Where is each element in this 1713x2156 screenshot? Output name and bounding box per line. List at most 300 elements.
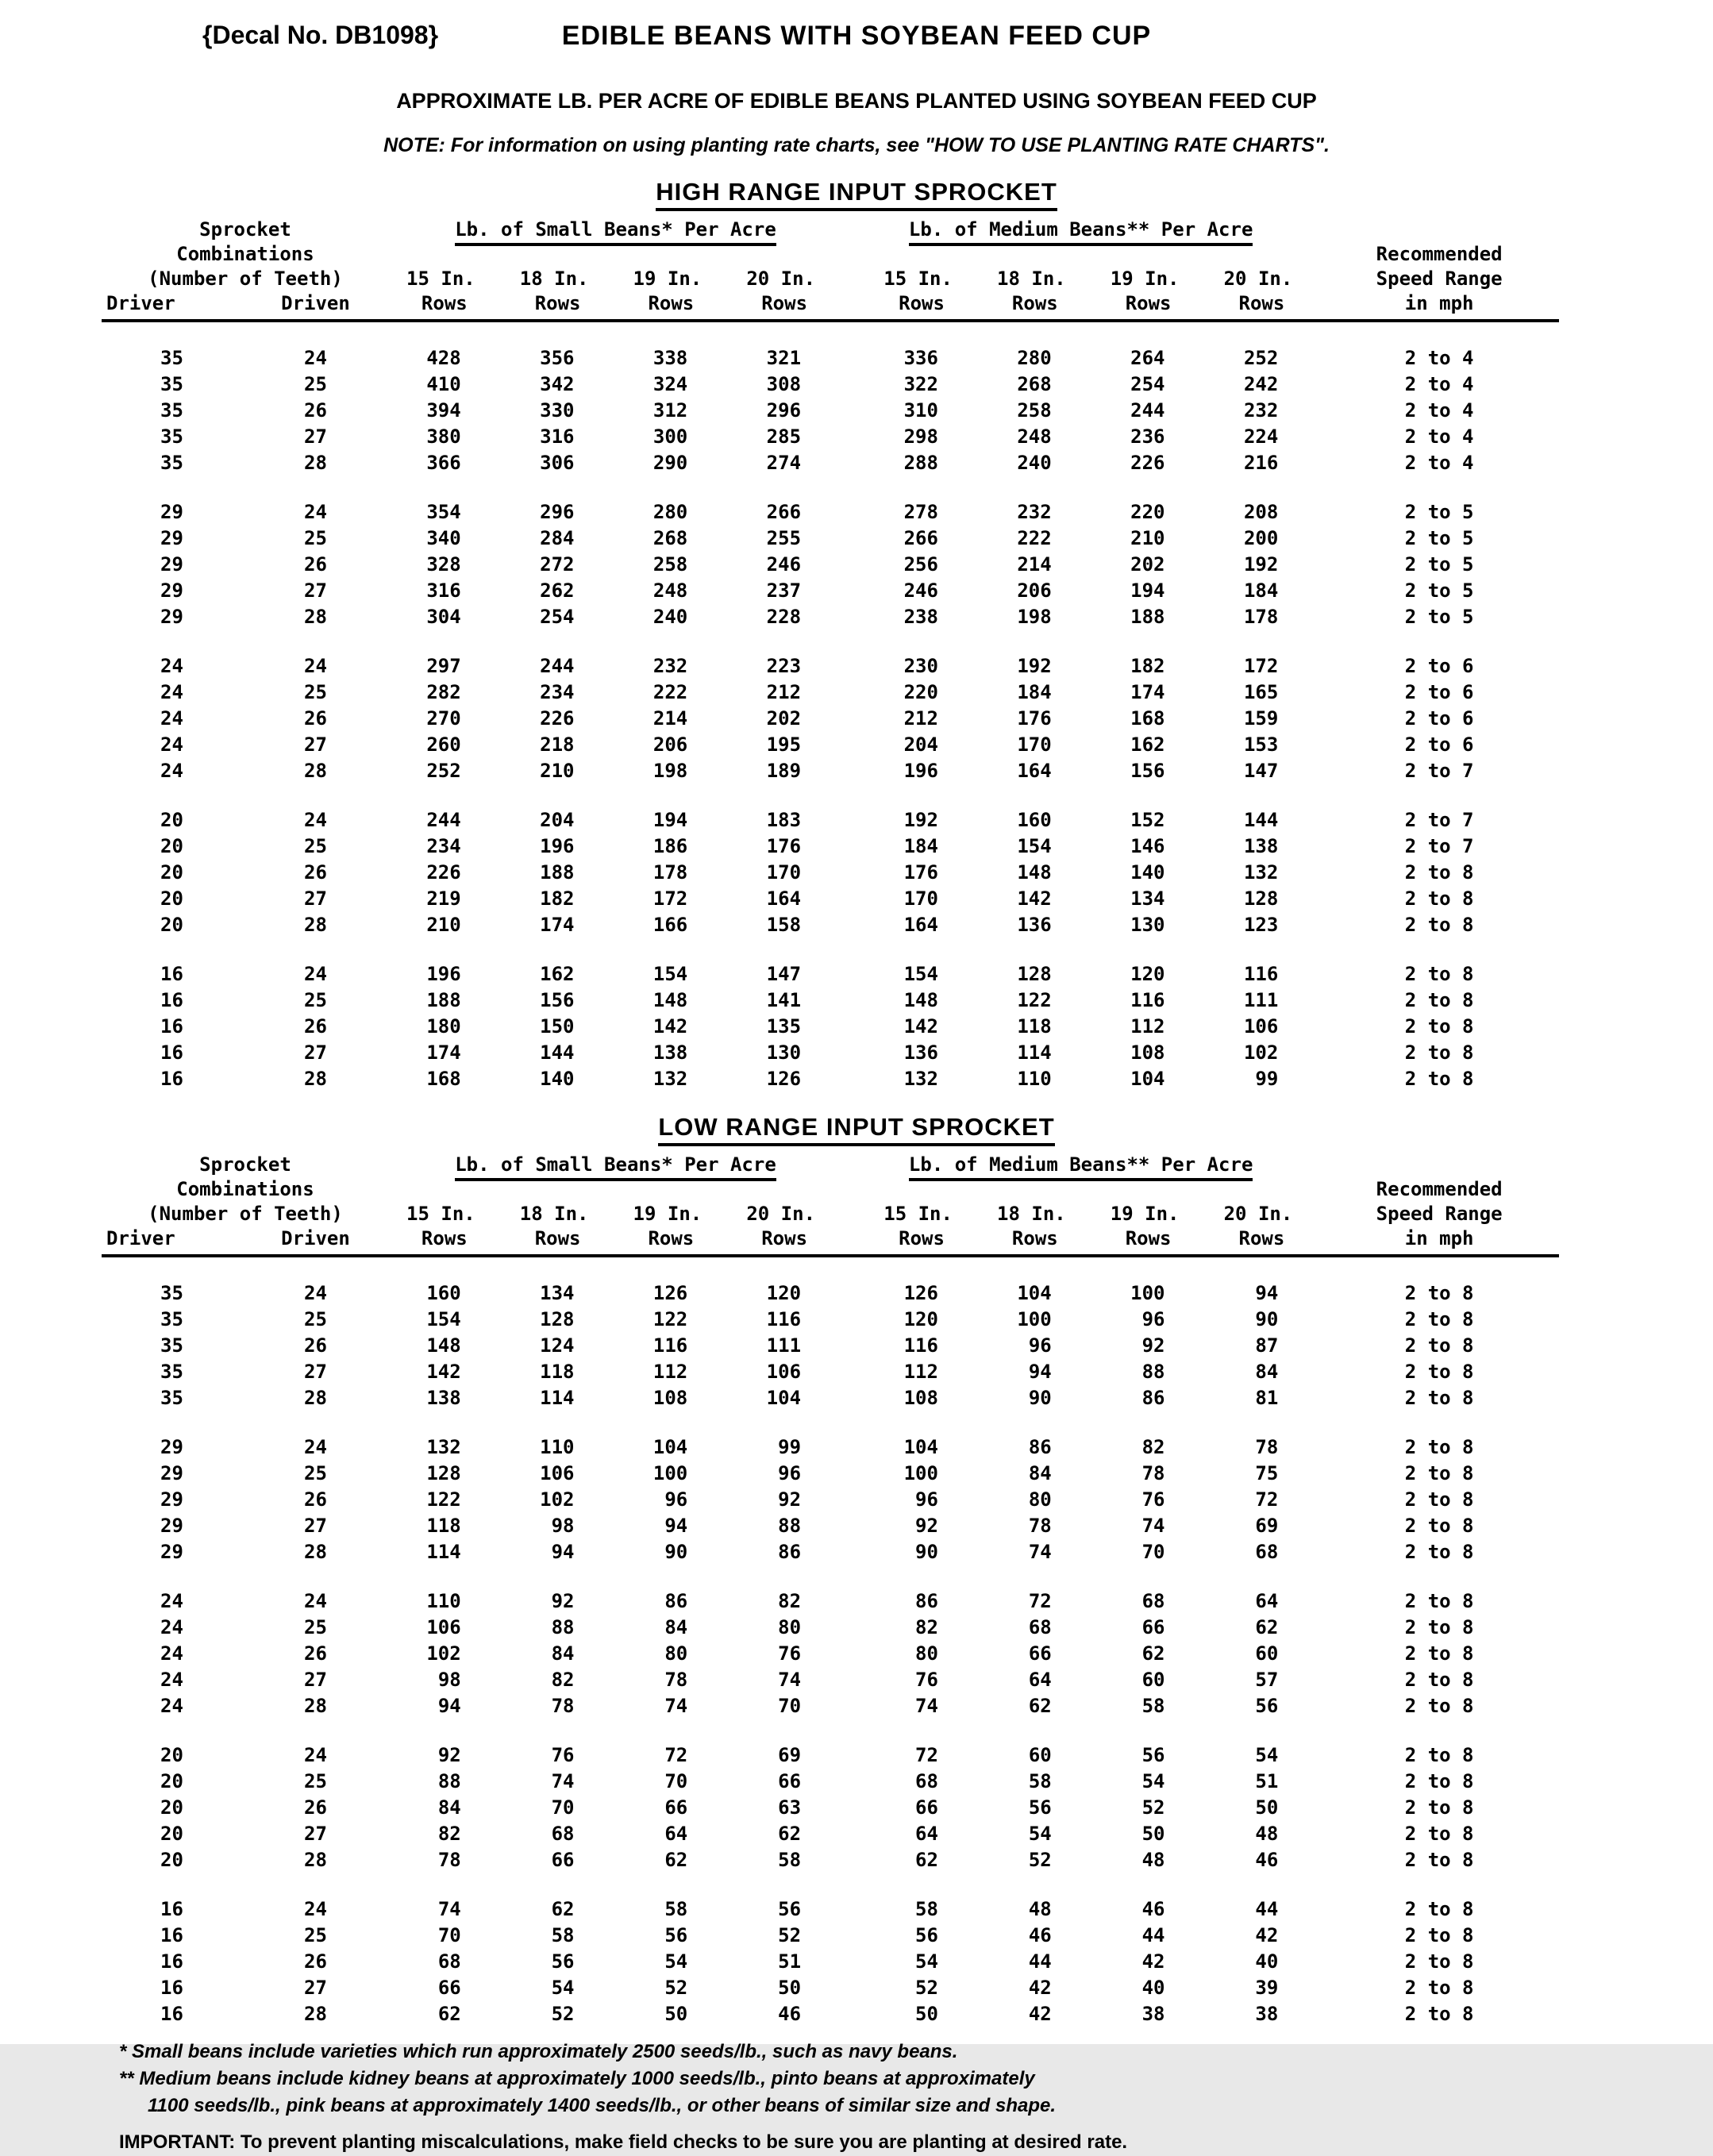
medium-15in-cell: 204 <box>903 733 938 756</box>
medium-18in-cell: 74 <box>1028 1541 1052 1563</box>
driver-cell: 20 <box>160 1796 183 1819</box>
driven-cell: 25 <box>304 1924 327 1946</box>
medium-15in-cell: 54 <box>915 1950 938 1973</box>
speed-range-cell: 2 to 8 <box>1404 1068 1474 1090</box>
speed-range-cell: 2 to 8 <box>1404 1590 1474 1612</box>
small-19in-cell: 50 <box>664 2003 688 2025</box>
driven-cell: 24 <box>304 1898 327 1920</box>
medium-19in-cell: 130 <box>1130 914 1165 936</box>
small-20in-cell: 52 <box>778 1924 802 1946</box>
small-19in-cell: 100 <box>652 1462 688 1484</box>
table-row <box>102 1307 1559 1333</box>
speed-range-cell: 2 to 8 <box>1404 914 1474 936</box>
medium-19in-cell: 38 <box>1141 2003 1165 2025</box>
medium-20in-cell: 75 <box>1255 1462 1279 1484</box>
medium-beans-group-header: Lb. of Medium Beans** Per Acre <box>842 218 1319 242</box>
medium-15in-cell: 266 <box>903 527 938 549</box>
driver-cell: 29 <box>160 1436 183 1458</box>
small-15in-cell: 74 <box>437 1898 461 1920</box>
small-20in-cell: 321 <box>766 347 802 369</box>
small-15in-cell: 92 <box>437 1744 461 1766</box>
medium-19in-cell: 202 <box>1130 553 1165 576</box>
driver-cell: 35 <box>160 347 183 369</box>
table-row <box>102 398 1559 424</box>
speed-range-cell: 2 to 6 <box>1404 733 1474 756</box>
small-19in-cell: 222 <box>652 681 688 703</box>
speed-range-cell: 2 to 7 <box>1404 809 1474 831</box>
medium-18in-cell: 136 <box>1017 914 1052 936</box>
small-18in-cell: 76 <box>551 1744 575 1766</box>
table-row <box>102 552 1559 578</box>
small-18in-cell: 150 <box>540 1015 575 1038</box>
small-15in-cell: 110 <box>426 1590 461 1612</box>
rows-column-header: Rows <box>729 1226 842 1256</box>
medium-18in-cell: 58 <box>1028 1770 1052 1792</box>
rows-column-header: Rows <box>1206 291 1319 321</box>
driver-cell: 29 <box>160 527 183 549</box>
table-row <box>102 604 1559 630</box>
small-20in-cell: 104 <box>766 1387 802 1409</box>
small-18in-cell: 94 <box>551 1541 575 1563</box>
small-15in-cell: 366 <box>426 452 461 474</box>
small-18in-cell: 68 <box>551 1823 575 1845</box>
medium-18in-cell: 62 <box>1028 1695 1052 1717</box>
medium-15in-cell: 96 <box>915 1488 938 1511</box>
medium-18in-cell: 128 <box>1017 963 1052 985</box>
medium-18in-cell: 104 <box>1017 1282 1052 1304</box>
small-18in-cell: 262 <box>540 579 575 602</box>
row-width-header: 19 In. <box>633 268 703 290</box>
driver-cell: 20 <box>160 835 183 857</box>
medium-19in-cell: 66 <box>1141 1616 1165 1638</box>
driven-cell: 24 <box>304 347 327 369</box>
small-19in-cell: 112 <box>652 1361 688 1383</box>
medium-beans-group-header: Lb. of Medium Beans** Per Acre <box>842 1153 1319 1177</box>
medium-18in-cell: 258 <box>1017 399 1052 422</box>
driver-cell: 16 <box>160 1068 183 1090</box>
table-row <box>102 653 1559 680</box>
small-15in-cell: 297 <box>426 655 461 677</box>
table-row <box>102 1667 1559 1693</box>
driver-column-header: Driver <box>102 1226 242 1256</box>
small-19in-cell: 148 <box>652 989 688 1011</box>
small-15in-cell: 78 <box>437 1849 461 1871</box>
driven-cell: 25 <box>304 1462 327 1484</box>
driver-cell: 20 <box>160 1770 183 1792</box>
medium-18in-cell: 118 <box>1017 1015 1052 1038</box>
driver-cell: 24 <box>160 1669 183 1691</box>
medium-19in-cell: 68 <box>1141 1590 1165 1612</box>
speed-range-cell: 2 to 8 <box>1404 1041 1474 1064</box>
medium-18in-cell: 54 <box>1028 1823 1052 1845</box>
medium-19in-cell: 92 <box>1141 1334 1165 1357</box>
medium-19in-cell: 152 <box>1130 809 1165 831</box>
row-width-header: 15 In. <box>883 268 953 290</box>
speed-range-cell: 2 to 6 <box>1404 681 1474 703</box>
driver-cell: 20 <box>160 1823 183 1845</box>
medium-18in-cell: 148 <box>1017 861 1052 884</box>
speed-range-cell: 2 to 8 <box>1404 1616 1474 1638</box>
medium-20in-cell: 72 <box>1255 1488 1279 1511</box>
medium-15in-cell: 246 <box>903 579 938 602</box>
table-row <box>102 807 1559 834</box>
speed-range-cell: 2 to 8 <box>1404 1796 1474 1819</box>
medium-15in-cell: 310 <box>903 399 938 422</box>
medium-20in-cell: 128 <box>1243 887 1279 910</box>
rows-column-header: Rows <box>842 1226 980 1256</box>
speed-range-header: in mph <box>1319 291 1559 321</box>
medium-19in-cell: 194 <box>1130 579 1165 602</box>
small-20in-cell: 126 <box>766 1068 802 1090</box>
medium-20in-cell: 232 <box>1243 399 1279 422</box>
driven-cell: 27 <box>304 579 327 602</box>
driven-column-header: Driven <box>242 291 389 321</box>
small-19in-cell: 52 <box>664 1977 688 1999</box>
document-header <box>0 0 1713 71</box>
small-18in-cell: 306 <box>540 452 575 474</box>
small-19in-cell: 142 <box>652 1015 688 1038</box>
speed-range-cell: 2 to 8 <box>1404 1488 1474 1511</box>
table-row <box>102 834 1559 860</box>
speed-range-cell: 2 to 4 <box>1404 452 1474 474</box>
medium-19in-cell: 120 <box>1130 963 1165 985</box>
table-row <box>102 1693 1559 1719</box>
medium-18in-cell: 142 <box>1017 887 1052 910</box>
small-15in-cell: 196 <box>426 963 461 985</box>
small-18in-cell: 98 <box>551 1515 575 1537</box>
medium-18in-cell: 240 <box>1017 452 1052 474</box>
driven-cell: 27 <box>304 1669 327 1691</box>
spacer-row <box>102 1411 1559 1434</box>
decal-number: {Decal No. DB1098} <box>202 21 439 49</box>
medium-15in-cell: 230 <box>903 655 938 677</box>
speed-range-cell: 2 to 5 <box>1404 553 1474 576</box>
medium-19in-cell: 244 <box>1130 399 1165 422</box>
rows-column-header: Rows <box>389 1226 502 1256</box>
row-width-header: 20 In. <box>746 268 816 290</box>
spacer-row <box>102 1719 1559 1742</box>
medium-20in-cell: 84 <box>1255 1361 1279 1383</box>
driver-cell: 35 <box>160 1334 183 1357</box>
small-20in-cell: 69 <box>778 1744 802 1766</box>
small-15in-cell: 118 <box>426 1515 461 1537</box>
medium-20in-cell: 138 <box>1243 835 1279 857</box>
medium-15in-cell: 136 <box>903 1041 938 1064</box>
sprocket-combinations-header: (Number of Teeth) <box>148 1203 343 1225</box>
small-15in-cell: 88 <box>437 1770 461 1792</box>
speed-range-cell: 2 to 8 <box>1404 1387 1474 1409</box>
driver-cell: 24 <box>160 733 183 756</box>
rows-column-header: Rows <box>1206 1226 1319 1256</box>
spacer-row <box>102 1873 1559 1896</box>
speed-range-cell: 2 to 8 <box>1404 1308 1474 1330</box>
driver-cell: 20 <box>160 914 183 936</box>
small-19in-cell: 64 <box>664 1823 688 1845</box>
medium-15in-cell: 154 <box>903 963 938 985</box>
medium-18in-cell: 60 <box>1028 1744 1052 1766</box>
medium-19in-cell: 82 <box>1141 1436 1165 1458</box>
small-20in-cell: 106 <box>766 1361 802 1383</box>
medium-19in-cell: 60 <box>1141 1669 1165 1691</box>
table-row <box>102 680 1559 706</box>
small-19in-cell: 214 <box>652 707 688 730</box>
table-row <box>102 1434 1559 1461</box>
small-18in-cell: 156 <box>540 989 575 1011</box>
small-19in-cell: 186 <box>652 835 688 857</box>
speed-range-cell: 2 to 4 <box>1404 373 1474 395</box>
row-width-header: 19 In. <box>1110 268 1180 290</box>
small-15in-cell: 394 <box>426 399 461 422</box>
table-row <box>102 1847 1559 1873</box>
medium-15in-cell: 50 <box>915 2003 938 2025</box>
medium-15in-cell: 278 <box>903 501 938 523</box>
small-20in-cell: 158 <box>766 914 802 936</box>
small-20in-cell: 120 <box>766 1282 802 1304</box>
medium-19in-cell: 70 <box>1141 1541 1165 1563</box>
medium-20in-cell: 144 <box>1243 809 1279 831</box>
table-row <box>102 1066 1559 1092</box>
table-row <box>102 1487 1559 1513</box>
small-19in-cell: 66 <box>664 1796 688 1819</box>
table-row <box>102 706 1559 732</box>
driven-cell: 26 <box>304 1015 327 1038</box>
small-19in-cell: 280 <box>652 501 688 523</box>
medium-18in-cell: 46 <box>1028 1924 1052 1946</box>
small-beans-group-header: Lb. of Small Beans* Per Acre <box>389 218 842 242</box>
table-row <box>102 961 1559 988</box>
small-18in-cell: 140 <box>540 1068 575 1090</box>
small-20in-cell: 76 <box>778 1642 802 1665</box>
rows-column-header: Rows <box>980 291 1093 321</box>
small-20in-cell: 183 <box>766 809 802 831</box>
medium-18in-cell: 86 <box>1028 1436 1052 1458</box>
small-19in-cell: 54 <box>664 1950 688 1973</box>
small-20in-cell: 189 <box>766 760 802 782</box>
medium-15in-cell: 192 <box>903 809 938 831</box>
medium-18in-cell: 96 <box>1028 1334 1052 1357</box>
small-20in-cell: 212 <box>766 681 802 703</box>
medium-18in-cell: 164 <box>1017 760 1052 782</box>
speed-range-cell: 2 to 5 <box>1404 606 1474 628</box>
medium-15in-cell: 80 <box>915 1642 938 1665</box>
footnote-medium-beans-line1: ** Medium beans include kidney beans at approximately 1000 seeds/lb., pinto beans at approximately <box>119 2068 1035 2089</box>
medium-19in-cell: 162 <box>1130 733 1165 756</box>
driven-cell: 28 <box>304 606 327 628</box>
small-beans-group-header: Lb. of Small Beans* Per Acre <box>389 1153 842 1177</box>
driven-cell: 27 <box>304 1977 327 1999</box>
small-15in-cell: 66 <box>437 1977 461 1999</box>
driver-cell: 16 <box>160 1898 183 1920</box>
medium-15in-cell: 82 <box>915 1616 938 1638</box>
medium-20in-cell: 44 <box>1255 1898 1279 1920</box>
small-20in-cell: 308 <box>766 373 802 395</box>
speed-header-spacer <box>1319 1153 1559 1177</box>
speed-range-cell: 2 to 8 <box>1404 1849 1474 1871</box>
driver-cell: 29 <box>160 606 183 628</box>
small-18in-cell: 74 <box>551 1770 575 1792</box>
small-19in-cell: 122 <box>652 1308 688 1330</box>
small-18in-cell: 54 <box>551 1977 575 1999</box>
small-20in-cell: 74 <box>778 1669 802 1691</box>
medium-20in-cell: 153 <box>1243 733 1279 756</box>
small-20in-cell: 66 <box>778 1770 802 1792</box>
medium-15in-cell: 132 <box>903 1068 938 1090</box>
small-19in-cell: 62 <box>664 1849 688 1871</box>
medium-20in-cell: 111 <box>1243 989 1279 1011</box>
small-18in-cell: 66 <box>551 1849 575 1871</box>
medium-15in-cell: 120 <box>903 1308 938 1330</box>
speed-range-cell: 2 to 6 <box>1404 655 1474 677</box>
small-19in-cell: 312 <box>652 399 688 422</box>
small-20in-cell: 246 <box>766 553 802 576</box>
small-19in-cell: 154 <box>652 963 688 985</box>
small-20in-cell: 130 <box>766 1041 802 1064</box>
driven-cell: 27 <box>304 1361 327 1383</box>
medium-15in-cell: 298 <box>903 425 938 448</box>
medium-18in-cell: 42 <box>1028 1977 1052 1999</box>
small-19in-cell: 166 <box>652 914 688 936</box>
small-15in-cell: 354 <box>426 501 461 523</box>
medium-19in-cell: 54 <box>1141 1770 1165 1792</box>
medium-20in-cell: 40 <box>1255 1950 1279 1973</box>
speed-range-cell: 2 to 8 <box>1404 1642 1474 1665</box>
driven-cell: 27 <box>304 425 327 448</box>
table-row <box>102 1769 1559 1795</box>
driver-cell: 20 <box>160 887 183 910</box>
medium-19in-cell: 108 <box>1130 1041 1165 1064</box>
medium-19in-cell: 236 <box>1130 425 1165 448</box>
medium-15in-cell: 176 <box>903 861 938 884</box>
medium-19in-cell: 188 <box>1130 606 1165 628</box>
footnote-small-beans: * Small beans include varieties which run approximately 2500 seeds/lb., such as navy beans. <box>119 2041 958 2062</box>
driven-cell: 25 <box>304 1308 327 1330</box>
driven-cell: 28 <box>304 1695 327 1717</box>
table-row <box>102 2001 1559 2027</box>
small-15in-cell: 226 <box>426 861 461 884</box>
medium-20in-cell: 106 <box>1243 1015 1279 1038</box>
small-19in-cell: 108 <box>652 1387 688 1409</box>
row-width-header: 20 In. <box>746 1203 816 1225</box>
small-15in-cell: 260 <box>426 733 461 756</box>
small-19in-cell: 268 <box>652 527 688 549</box>
small-18in-cell: 70 <box>551 1796 575 1819</box>
medium-20in-cell: 46 <box>1255 1849 1279 1871</box>
rows-column-header: Rows <box>1093 1226 1207 1256</box>
driver-cell: 16 <box>160 1041 183 1064</box>
small-15in-cell: 114 <box>426 1541 461 1563</box>
speed-range-cell: 2 to 5 <box>1404 501 1474 523</box>
driven-cell: 28 <box>304 1068 327 1090</box>
row-width-header: 20 In. <box>1223 1203 1293 1225</box>
row-width-header: 15 In. <box>406 1203 475 1225</box>
medium-20in-cell: 69 <box>1255 1515 1279 1537</box>
driven-cell: 27 <box>304 1041 327 1064</box>
speed-range-cell: 2 to 8 <box>1404 1462 1474 1484</box>
small-18in-cell: 356 <box>540 347 575 369</box>
small-15in-cell: 148 <box>426 1334 461 1357</box>
small-15in-cell: 132 <box>426 1436 461 1458</box>
medium-20in-cell: 184 <box>1243 579 1279 602</box>
speed-header-spacer <box>1319 218 1559 242</box>
small-20in-cell: 237 <box>766 579 802 602</box>
table-row <box>102 988 1559 1014</box>
table-row <box>102 1923 1559 1949</box>
row-width-header: 18 In. <box>997 1203 1066 1225</box>
medium-19in-cell: 174 <box>1130 681 1165 703</box>
medium-18in-cell: 52 <box>1028 1849 1052 1871</box>
table-body <box>102 321 1559 1092</box>
medium-18in-cell: 114 <box>1017 1041 1052 1064</box>
medium-15in-cell: 322 <box>903 373 938 395</box>
driven-cell: 24 <box>304 1590 327 1612</box>
small-18in-cell: 218 <box>540 733 575 756</box>
small-15in-cell: 106 <box>426 1616 461 1638</box>
table-row <box>102 578 1559 604</box>
medium-15in-cell: 86 <box>915 1590 938 1612</box>
table-row <box>102 1588 1559 1615</box>
driven-cell: 26 <box>304 1950 327 1973</box>
table-row <box>102 1615 1559 1641</box>
medium-20in-cell: 224 <box>1243 425 1279 448</box>
driven-cell: 25 <box>304 527 327 549</box>
medium-20in-cell: 178 <box>1243 606 1279 628</box>
small-15in-cell: 122 <box>426 1488 461 1511</box>
driver-cell: 29 <box>160 1462 183 1484</box>
small-15in-cell: 68 <box>437 1950 461 1973</box>
small-18in-cell: 342 <box>540 373 575 395</box>
small-18in-cell: 330 <box>540 399 575 422</box>
speed-range-cell: 2 to 8 <box>1404 861 1474 884</box>
driver-cell: 29 <box>160 1541 183 1563</box>
small-15in-cell: 138 <box>426 1387 461 1409</box>
medium-19in-cell: 264 <box>1130 347 1165 369</box>
spacer-row <box>102 630 1559 653</box>
medium-20in-cell: 64 <box>1255 1590 1279 1612</box>
driver-cell: 35 <box>160 1361 183 1383</box>
medium-18in-cell: 198 <box>1017 606 1052 628</box>
footnote-important: IMPORTANT: To prevent planting miscalculations, make field checks to be sure you are planting at desired rate. <box>119 2131 1128 2153</box>
small-18in-cell: 188 <box>540 861 575 884</box>
speed-range-header: Speed Range <box>1376 1203 1503 1225</box>
sprocket-combinations-header: Sprocket <box>199 218 291 241</box>
row-width-header: 18 In. <box>997 268 1066 290</box>
small-20in-cell: 195 <box>766 733 802 756</box>
small-19in-cell: 116 <box>652 1334 688 1357</box>
table-row <box>102 345 1559 372</box>
driven-cell: 26 <box>304 1642 327 1665</box>
driven-cell: 27 <box>304 1515 327 1537</box>
driven-cell: 25 <box>304 1616 327 1638</box>
table-row <box>102 912 1559 938</box>
driven-cell: 24 <box>304 1744 327 1766</box>
footnote-medium-beans-line2: 1100 seeds/lb., pink beans at approximately 1400 seeds/lb., or other beans of similar size and shape. <box>148 2095 1057 2116</box>
rows-column-header: Rows <box>980 1226 1093 1256</box>
driven-cell: 24 <box>304 655 327 677</box>
medium-20in-cell: 94 <box>1255 1282 1279 1304</box>
small-19in-cell: 290 <box>652 452 688 474</box>
medium-18in-cell: 110 <box>1017 1068 1052 1090</box>
medium-15in-cell: 64 <box>915 1823 938 1845</box>
medium-18in-cell: 72 <box>1028 1590 1052 1612</box>
driven-cell: 26 <box>304 861 327 884</box>
speed-range-cell: 2 to 8 <box>1404 1515 1474 1537</box>
medium-18in-cell: 248 <box>1017 425 1052 448</box>
small-20in-cell: 96 <box>778 1462 802 1484</box>
driver-cell: 35 <box>160 1282 183 1304</box>
medium-18in-cell: 68 <box>1028 1616 1052 1638</box>
medium-15in-cell: 72 <box>915 1744 938 1766</box>
medium-15in-cell: 220 <box>903 681 938 703</box>
